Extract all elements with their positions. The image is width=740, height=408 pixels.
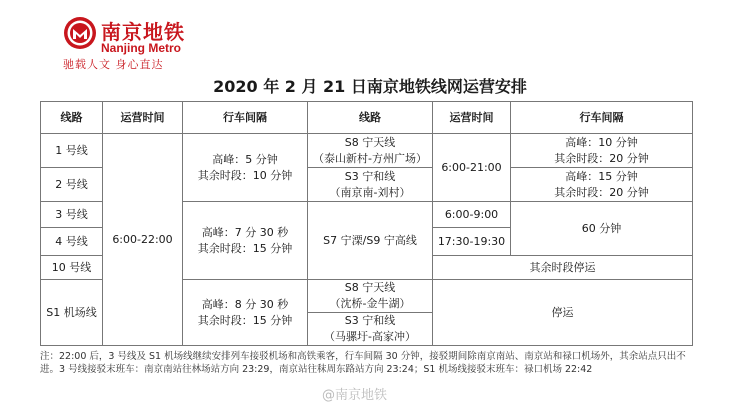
status-cell: 其余时段停运 [433,256,693,280]
table-header-row [41,102,693,134]
schedule-table [40,101,693,346]
line-cell: S1 机场线 [41,280,103,346]
header-hours: 运营时间 [103,102,183,134]
header-hours-right: 运营时间 [433,102,511,134]
header-line-right: 线路 [308,102,433,134]
nanjing-metro-logo-icon [63,16,97,50]
interval-cell: 高峰：7 分 30 秒 其余时段：15 分钟 [183,202,308,280]
line-cell: 10 号线 [41,256,103,280]
interval-cell: 高峰：15 分钟 其余时段：20 分钟 [511,168,693,202]
line-cell: S3 宁和线 （南京南-刘村） [308,168,433,202]
footnote: 注：22:00 后，3 号线及 S1 机场线继续安排列车接驳机场和高铁乘客，行车间隔 30 分钟，接驳期间除南京南站、南京站和禄口机场外，其余站点只出不进。3 号线接驳末班车：南京南站往林场站方向 23:29，南京站往秣周东路站方向 23:24；S1 机场线接驳末班车：禄口机场 22:42 [40,351,686,375]
line-cell: 3 号线 [41,202,103,228]
hours-cell: 6:00-21:00 [433,134,511,202]
hours-cell: 6:00-22:00 [103,134,183,346]
line-cell: S8 宁天线 （泰山新村-方州广场） [308,134,433,168]
line-cell: 1 号线 [41,134,103,168]
hours-cell: 6:00-9:00 [433,202,511,228]
status-cell: 停运 [433,280,693,346]
interval-cell: 60 分钟 [511,202,693,256]
line-cell: S7 宁溧/S9 宁高线 [308,202,433,280]
brand-name-cn: 南京地铁 [101,20,185,44]
watermark: @南京地铁 [322,388,388,403]
header-line: 线路 [41,102,103,134]
brand-name-en: Nanjing Metro [101,41,181,55]
brand-slogan: 驰载人文 身心直达 [63,58,164,71]
table-row [41,134,693,168]
line-cell: S3 宁和线 （马骡圩-高家冲） [324,314,416,343]
line-cell: 4 号线 [41,228,103,256]
line-cell: S8 宁天线 （沈桥-金牛湖） [308,280,432,313]
page-title: 2020 年 2 月 21 日南京地铁线网运营安排 [213,77,527,96]
interval-cell: 高峰：10 分钟 其余时段：20 分钟 [511,134,693,168]
interval-cell: 高峰：5 分钟 其余时段：10 分钟 [183,134,308,202]
header-interval-right: 行车间隔 [511,102,693,134]
line-cell: 2 号线 [41,168,103,202]
interval-cell: 高峰：8 分 30 秒 其余时段：15 分钟 [183,280,308,346]
hours-cell: 17:30-19:30 [433,228,511,256]
header-interval: 行车间隔 [183,102,308,134]
